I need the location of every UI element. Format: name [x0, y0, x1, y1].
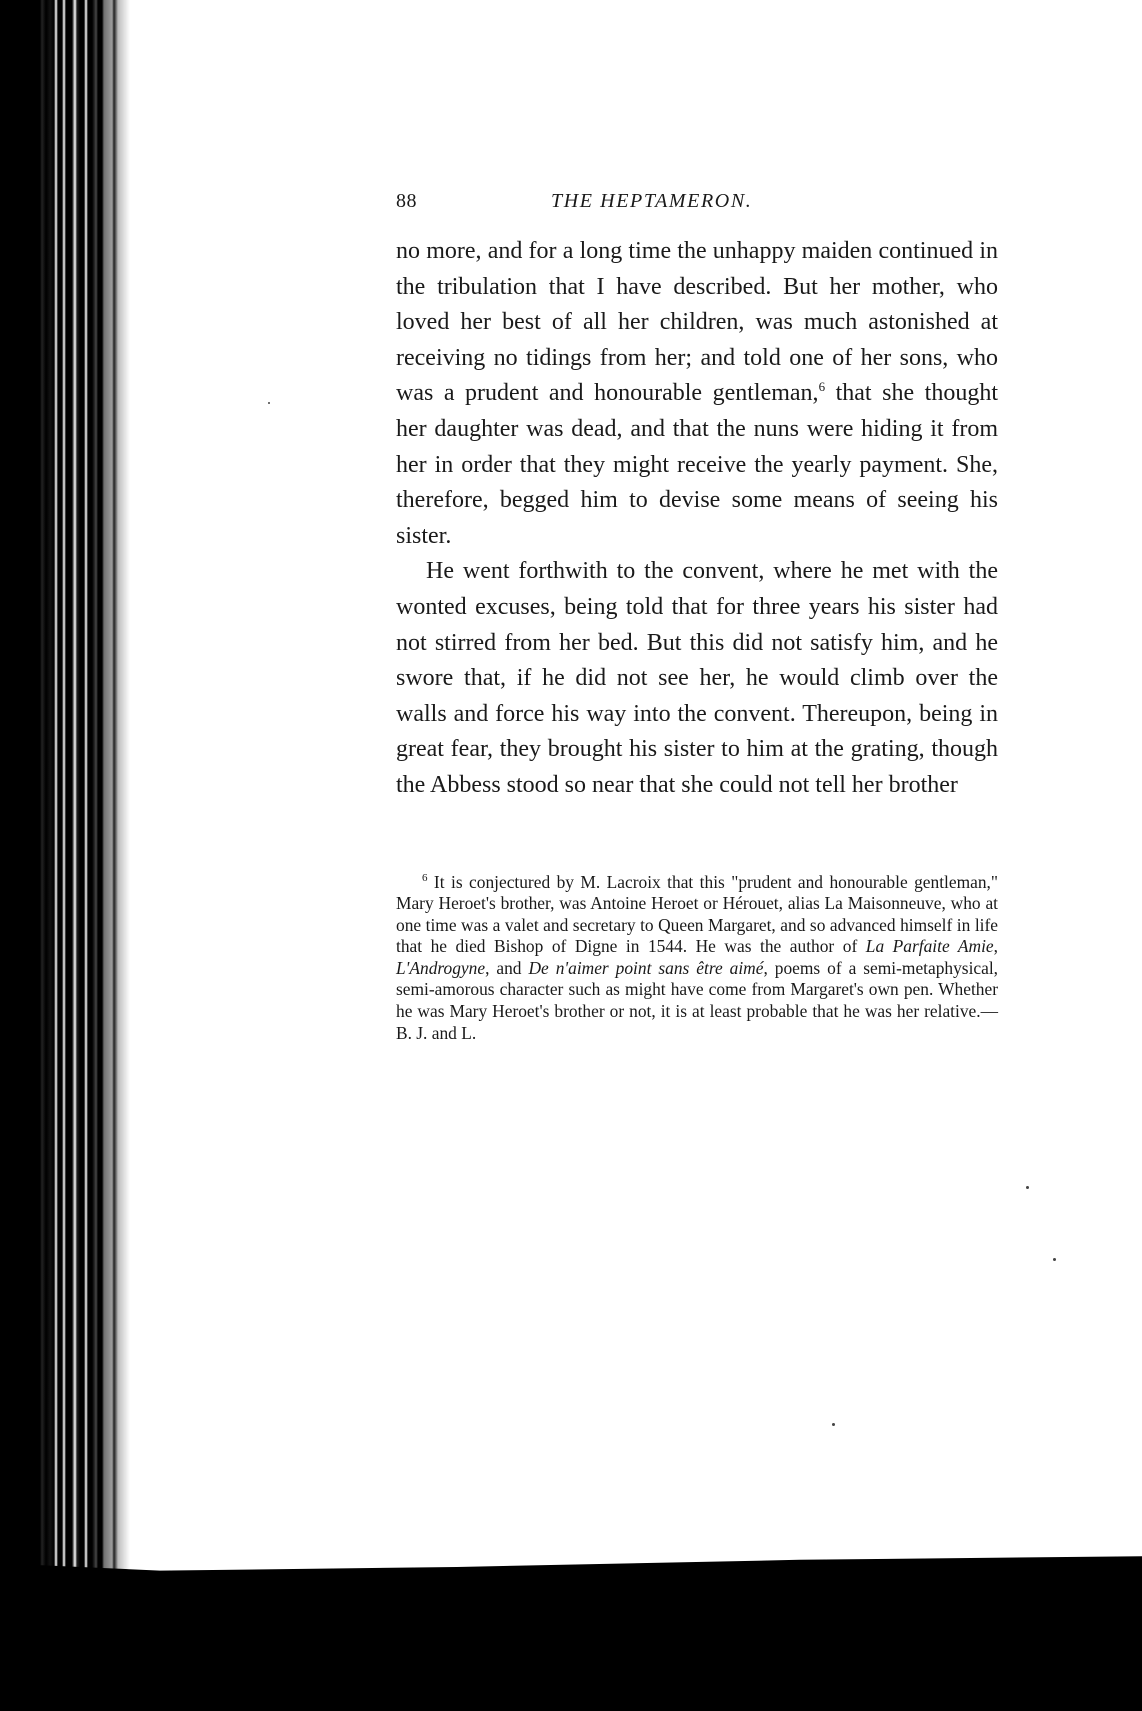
footnote-marker: 6 — [422, 871, 428, 884]
page-number: 88 — [396, 190, 417, 212]
scan-bottom-shadow — [0, 1531, 1142, 1711]
footnote-work-1: La Parfaite Amie — [865, 936, 994, 957]
footnote-work-3: De n'aimer point sans être aimé — [528, 957, 764, 978]
paragraph-1 — [396, 234, 998, 554]
book-title: THE HEPTAMERON. — [551, 190, 753, 212]
footnote-work-2: L'Androgyne — [396, 957, 486, 978]
body-text — [396, 234, 998, 804]
footnote-text-b: , poems of a semi-metaphysical, semi-amorous character such as might have come from Margaret's own pen. Whether he was Mary Heroet's brother or not, it is at least probable that he was her relative.—B. J. and L. — [396, 957, 999, 1043]
gutter-shadow — [90, 0, 130, 1711]
footnote-paragraph — [396, 872, 998, 1045]
footnote — [396, 872, 998, 1045]
paragraph-2: He went forthwith to the convent, where he met with the wonted excuses, being told that for three years his sister had not stirred from her bed. But this did not satisfy him, and he swore that, if he did not see her, he would climb over the walls and force his way into the convent. Thereupon, being in great fear, they brought his sister to him at the grating, though the Abbess stood so near that she could not tell her brother — [396, 558, 998, 798]
footnote-separator-2: , and — [485, 957, 529, 978]
book-page — [396, 190, 998, 1044]
paragraph-1-text-a: no more, and for a long time the unhappy maiden continued in the tribulation that I have described. But her mother, who loved her best of all her children, was much astonished at receiving no tidings from her; and told one of her sons, who was a prudent and honourable gentleman, — [396, 238, 998, 407]
running-head — [396, 190, 998, 220]
footnote-text-a: It is conjectured by M. Lacroix that this "prudent and honourable gentleman," Mary Heroet's brother, was Antoine Heroet or Hérouet, alias La Maisonneuve, who at one time was a valet and secretary to Queen Margaret, and so advanced himself in life that he died Bishop of Digne in 1544. He was the author of — [396, 871, 998, 957]
paragraph-1-text-b: that she thought her daughter was dead, and that the nuns were hiding it from her in order that they might receive the yearly payment. She, therefore, begged him to devise some means of seeing his sister. — [396, 380, 998, 549]
footnote-reference: 6 — [818, 379, 826, 395]
footnote-separator-1: , — [993, 936, 998, 957]
